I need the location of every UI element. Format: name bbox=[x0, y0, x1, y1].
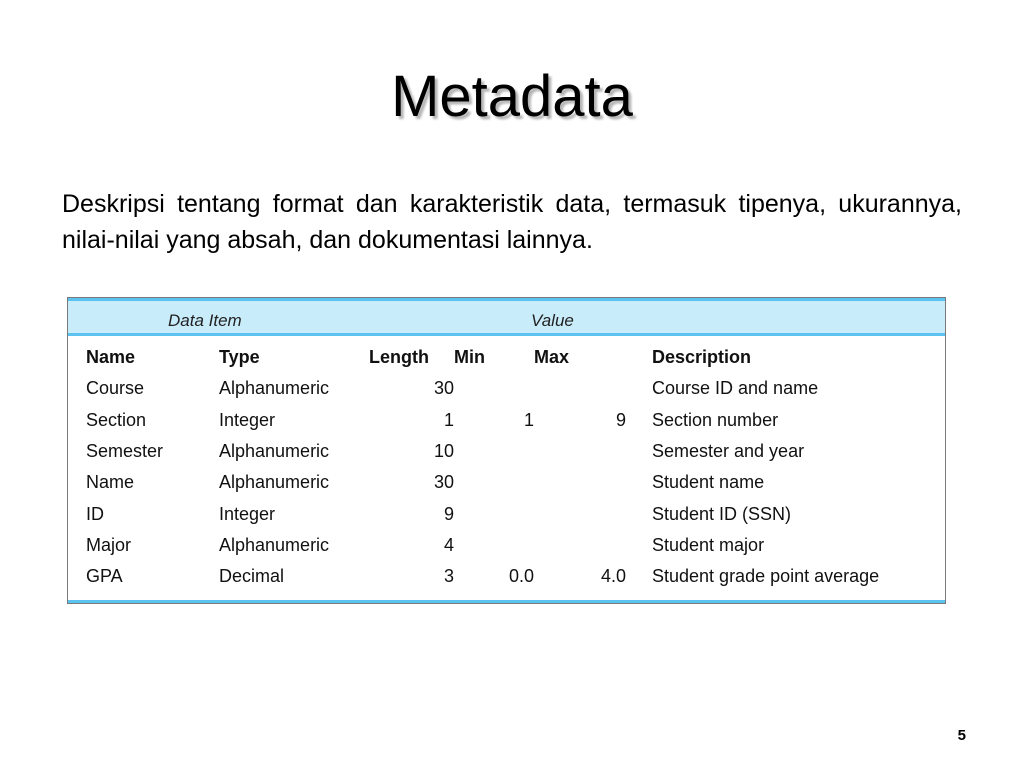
cell-max bbox=[534, 530, 626, 561]
cell-max bbox=[534, 498, 626, 529]
cell-name: Name bbox=[86, 472, 135, 493]
table-header-row bbox=[68, 342, 945, 373]
cell-max: 9 bbox=[615, 409, 626, 430]
cell-min bbox=[454, 498, 534, 529]
cell-length: 30 bbox=[433, 472, 454, 493]
cell-type: Integer bbox=[219, 409, 276, 430]
cell-min bbox=[454, 530, 534, 561]
cell-type: Alphanumeric bbox=[219, 534, 330, 555]
column-header-name: Name bbox=[86, 347, 136, 368]
cell-description: Student ID (SSN) bbox=[652, 503, 792, 524]
table-row bbox=[68, 436, 945, 467]
cell-length: 1 bbox=[443, 409, 454, 430]
cell-min bbox=[454, 436, 534, 467]
column-header-min: Min bbox=[454, 347, 485, 368]
cell-min bbox=[454, 373, 534, 404]
table-row bbox=[68, 467, 945, 498]
cell-name: Course bbox=[86, 378, 145, 399]
cell-name: Major bbox=[86, 534, 132, 555]
page-number: 5 bbox=[957, 727, 966, 744]
column-header-description: Description bbox=[652, 347, 752, 368]
cell-description: Course ID and name bbox=[652, 378, 819, 399]
cell-max bbox=[534, 436, 626, 467]
cell-description: Student major bbox=[652, 534, 765, 555]
cell-description: Student grade point average bbox=[652, 566, 880, 587]
cell-type: Alphanumeric bbox=[219, 378, 330, 399]
group-header-data-item: Data Item bbox=[168, 311, 242, 330]
cell-name: GPA bbox=[86, 566, 123, 587]
cell-description: Section number bbox=[652, 409, 779, 430]
cell-length: 30 bbox=[433, 378, 454, 399]
cell-name: Section bbox=[86, 409, 147, 430]
slide-description: Deskripsi tentang format dan karakteristik data, termasuk tipenya, ukurannya, nilai-nilai yang absah, dan dokumentasi lainnya. bbox=[62, 190, 962, 254]
cell-type: Decimal bbox=[219, 566, 285, 587]
cell-name: ID bbox=[86, 503, 104, 524]
cell-type: Alphanumeric bbox=[219, 441, 330, 462]
group-header-value: Value bbox=[531, 311, 574, 330]
cell-length: 10 bbox=[433, 441, 454, 462]
cell-type: Alphanumeric bbox=[219, 472, 330, 493]
cell-name: Semester bbox=[86, 441, 164, 462]
cell-max: 4.0 bbox=[600, 566, 626, 587]
cell-min: 1 bbox=[523, 409, 534, 430]
cell-max bbox=[534, 373, 626, 404]
column-header-type: Type bbox=[219, 347, 260, 368]
column-header-max: Max bbox=[534, 347, 570, 368]
column-header-length: Length bbox=[369, 347, 429, 368]
table-row bbox=[68, 561, 945, 592]
cell-length: 3 bbox=[443, 566, 454, 587]
cell-description: Student name bbox=[652, 472, 765, 493]
cell-min bbox=[454, 467, 534, 498]
metadata-table-figure bbox=[67, 297, 946, 604]
table-row bbox=[68, 373, 945, 404]
metadata-table bbox=[68, 342, 945, 592]
table-row bbox=[68, 498, 945, 529]
table-row bbox=[68, 405, 945, 436]
cell-length: 4 bbox=[443, 534, 454, 555]
cell-length: 9 bbox=[443, 503, 454, 524]
table-group-header bbox=[68, 298, 945, 336]
slide-title: Metadata bbox=[391, 64, 633, 129]
cell-type: Integer bbox=[219, 503, 276, 524]
table-row bbox=[68, 530, 945, 561]
cell-description: Semester and year bbox=[652, 441, 805, 462]
cell-max bbox=[534, 467, 626, 498]
cell-min: 0.0 bbox=[508, 566, 534, 587]
table-bottom-rule bbox=[68, 600, 945, 603]
